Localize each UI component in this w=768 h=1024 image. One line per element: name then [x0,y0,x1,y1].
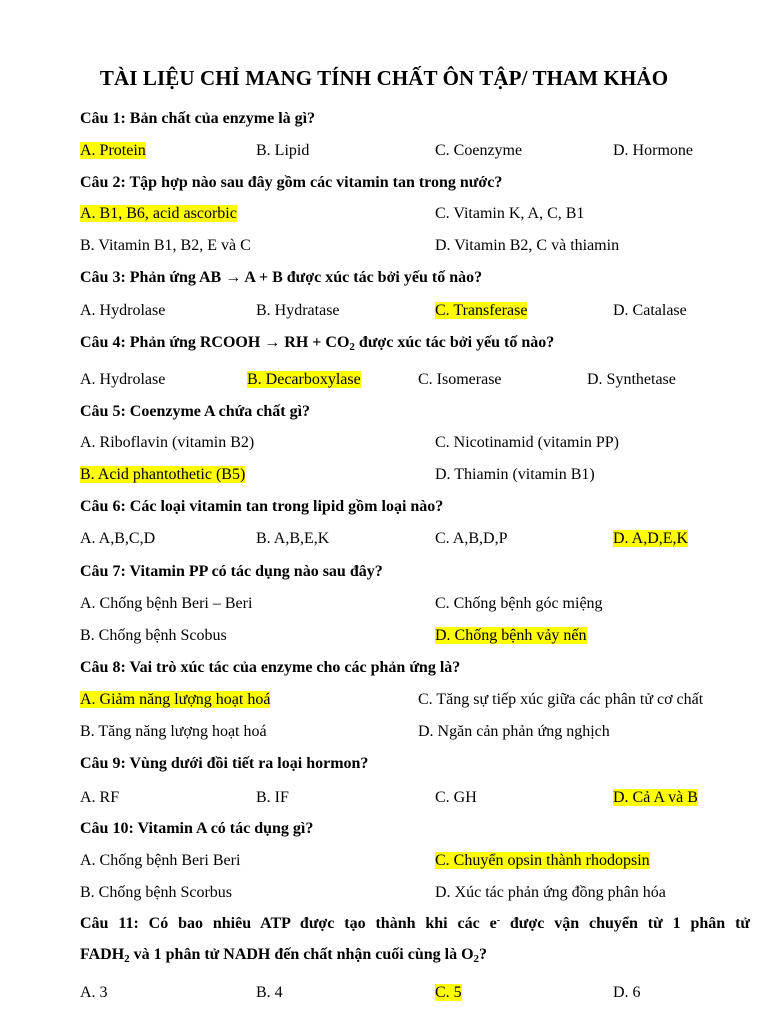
question-2: Câu 2: Tập hợp nào sau đây gồm các vitamin tan trong nước? [80,174,503,191]
q9-option-a: A. RF [80,789,120,806]
q10-option-c [435,852,650,870]
q4-option-d: D. Synthetase [587,371,676,388]
q3-option-c [435,302,527,320]
question-8: Câu 8: Vai trò xúc tác của enzyme cho các phản ứng là? [80,659,461,676]
question-1: Câu 1: Bản chất của enzyme là gì? [80,110,316,127]
q7-option-b: B. Chống bệnh Scobus [80,627,227,644]
q6-option-b: B. A,B,E,K [256,530,330,547]
q5-option-a: A. Riboflavin (vitamin B2) [80,434,255,451]
q2-option-b: B. Vitamin B1, B2, E và C [80,237,251,254]
answer-highlight: D. Cả A và B [613,789,698,806]
q3-option-a: A. Hydrolase [80,302,166,319]
question-7: Câu 7: Vitamin PP có tác dụng nào sau đây? [80,563,383,580]
q2-option-a [80,205,237,223]
question-3: Câu 3: Phản ứng AB → A + B được xúc tác bởi yếu tố nào? [80,269,483,286]
answer-highlight: A. Giảm năng lượng hoạt hoá [80,691,271,708]
q8-option-a [80,691,270,709]
answer-highlight: A. B1, B6, acid ascorbic [80,205,237,222]
question-9: Câu 9: Vùng dưới đồi tiết ra loại hormon? [80,755,369,772]
q6-option-a: A. A,B,C,D [80,530,156,547]
q2-option-c: C. Vitamin K, A, C, B1 [435,205,585,222]
answer-highlight: C. Chuyển opsin thành rhodopsin [435,852,650,869]
q3-option-b: B. Hydratase [256,302,340,319]
q4-option-b [247,371,361,389]
q7-option-d [435,627,587,645]
page-title: TÀI LIỆU CHỈ MANG TÍNH CHẤT ÔN TẬP/ THAM KHẢO [99,66,669,90]
q5-option-d: D. Thiamin (vitamin B1) [435,466,595,483]
q8-option-d: D. Ngăn cản phản ứng nghịch [418,723,610,740]
answer-highlight: C. 5 [435,984,462,1001]
q11-option-d: D. 6 [613,984,641,1001]
question-6: Câu 6: Các loại vitamin tan trong lipid gồm loại nào? [80,498,444,515]
answer-highlight: D. A,D,E,K [613,530,689,547]
q5-option-b [80,466,245,484]
q6-option-d [613,530,688,548]
q8-option-b: B. Tăng năng lượng hoạt hoá [80,723,267,740]
q6-option-c: C. A,B,D,P [435,530,508,547]
q10-option-d: D. Xúc tác phản ứng đồng phân hóa [435,884,666,901]
q4-option-c: C. Isomerase [418,371,502,388]
q11-option-a: A. 3 [80,984,108,1001]
q5-option-c: C. Nicotinamid (vitamin PP) [435,434,619,451]
q2-option-d: D. Vitamin B2, C và thiamin [435,237,620,254]
answer-highlight: D. Chống bệnh vảy nến [435,627,587,644]
answer-highlight: A. Protein [80,142,146,159]
q1-option-b: B. Lipid [256,142,310,159]
question-11-line-2: $FADH_2$ và 1 phân tử NADH đến chất nhận cuối cùng là $O_2$? [80,946,488,965]
q9-option-d [613,789,698,807]
q1-option-d: D. Hormone [613,142,693,159]
question-11-line-1: Câu 11: Có bao nhiêu ATP được tạo thành khi các e- được vận chuyển từ 1 phân tử [80,915,751,932]
q3-option-d: D. Catalase [613,302,687,319]
question-10: Câu 10: Vitamin A có tác dụng gì? [80,820,314,837]
question-4: Câu 4: Phản ứng RCOOH → RH + $CO_2$ được xúc tác bởi yếu tố nào? [80,334,555,353]
q9-option-b: B. IF [256,789,289,806]
q10-option-b: B. Chống bệnh Scorbus [80,884,232,901]
answer-highlight: B. Acid phantothetic (B5) [80,466,246,483]
answer-highlight: B. Decarboxylase [247,371,361,388]
q1-option-c: C. Coenzyme [435,142,523,159]
q9-option-c: C. GH [435,789,477,806]
q4-option-a: A. Hydrolase [80,371,166,388]
answer-highlight: C. Transferase [435,302,528,319]
q10-option-a: A. Chống bệnh Beri Beri [80,852,241,869]
q7-option-a: A. Chống bệnh Beri – Beri [80,595,253,612]
q7-option-c: C. Chống bệnh góc miệng [435,595,603,612]
q11-option-b: B. 4 [256,984,283,1001]
q1-option-a [80,142,146,160]
question-5: Câu 5: Coenzyme A chứa chất gì? [80,403,311,420]
q11-option-c [435,984,462,1002]
q8-option-c: C. Tăng sự tiếp xúc giữa các phân tử cơ chất [418,691,704,708]
